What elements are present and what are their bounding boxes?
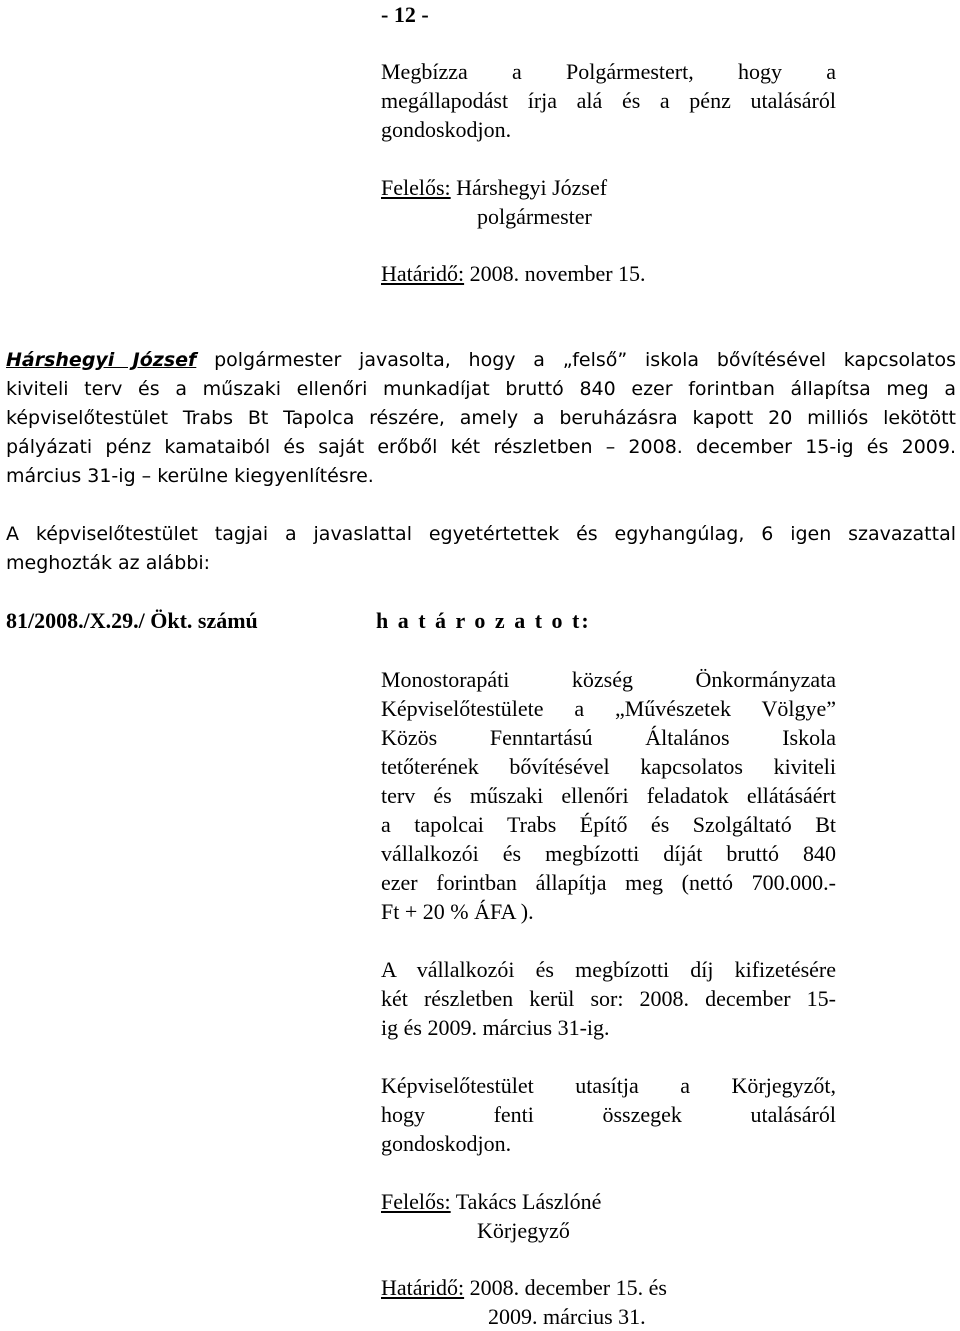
responsible-title: polgármester — [477, 204, 592, 229]
responsible-label: Felelős: — [381, 1189, 451, 1214]
resolution-paragraph-1 — [381, 665, 836, 926]
vote-paragraph — [6, 520, 956, 578]
resolution-heading: h a t á r o z a t o t: — [376, 608, 591, 633]
text-line: Képviselőtestülete a „Művészetek Völgye” — [381, 696, 836, 721]
proposal-paragraph — [6, 346, 956, 491]
text-line: A képviselőtestület tagjai a javaslattal egyetértettek és egyhangúlag, 6 igen szavazattal — [6, 523, 956, 545]
text-line: tetőterének bővítésével kapcsolatos kiviteli — [381, 754, 836, 779]
text-line: gondoskodjon. — [381, 1131, 512, 1156]
previous-deadline — [381, 259, 836, 288]
responsible-label: Felelős: — [381, 175, 451, 200]
text-line: Monostorapáti község Önkormányzata — [381, 667, 836, 692]
resolution-paragraph-3 — [381, 1071, 836, 1158]
deadline-value-2: 2009. március 31. — [488, 1304, 646, 1329]
text-line: Megbízza a Polgármestert, hogy a — [381, 59, 836, 84]
text-line: pályázati pénz kamataiból és saját erőből két részletben – 2008. december 15-ig és 2009. — [6, 436, 956, 458]
deadline-value: 2008. december 15. és — [464, 1275, 667, 1300]
text-line: két részletben kerül sor: 2008. december 15- — [381, 986, 836, 1011]
previous-resolution-text — [381, 57, 836, 144]
resolution-paragraph-2 — [381, 955, 836, 1042]
text-line: ig és 2009. március 31-ig. — [381, 1015, 610, 1040]
resolution-deadline — [381, 1273, 836, 1331]
deadline-line — [381, 1273, 836, 1302]
text-line: kiviteli terv és a műszaki ellenőri munkadíjat bruttó 840 ezer forintban állapítsa meg a — [6, 378, 956, 400]
text-line: a tapolcai Trabs Építő és Szolgáltató Bt — [381, 812, 836, 837]
responsible-title: Körjegyző — [477, 1218, 570, 1243]
proposer-name: Hárshegyi József — [6, 349, 197, 371]
deadline-line — [381, 259, 836, 288]
text-line: ezer forintban állapítja meg (nettó 700.000.- — [381, 870, 836, 895]
resolution-number: 81/2008./X.29./ Ökt. számú — [6, 608, 258, 633]
text-line: képviselőtestület Trabs Bt Tapolca részére, amely a beruházásra kapott 20 milliós lekötött — [6, 407, 956, 429]
text-line: megállapodást írja alá és a pénz utalásáról — [381, 88, 836, 113]
text-line: március 31-ig – kerülne kiegyenlítésre. — [6, 465, 374, 487]
text-line: Ft + 20 % ÁFA ). — [381, 899, 534, 924]
deadline-value: 2008. november 15. — [464, 261, 646, 286]
text-line: Hárshegyi József polgármester javasolta, hogy a „felső” iskola bővítésével kapcsolatos — [6, 349, 956, 371]
text-line: gondoskodjon. — [381, 117, 512, 142]
text-line: vállalkozói és megbízotti díját bruttó 840 — [381, 841, 836, 866]
responsible-line — [381, 173, 836, 202]
text-line: hogy fenti összegek utalásáról — [381, 1102, 836, 1127]
responsible-line — [381, 1187, 836, 1216]
text-line: terv és műszaki ellenőri feladatok ellátásáért — [381, 783, 836, 808]
deadline-label: Határidő: — [381, 1275, 465, 1300]
text-line: meghozták az alábbi: — [6, 552, 211, 574]
text-line: Képviselőtestület utasítja a Körjegyzőt, — [381, 1073, 836, 1098]
resolution-responsible — [381, 1187, 836, 1245]
responsible-name: Takács Lászlóné — [450, 1189, 602, 1214]
responsible-name: Hárshegyi József — [450, 175, 608, 200]
text-line: Közös Fenntartású Általános Iskola — [381, 725, 836, 750]
deadline-label: Határidő: — [381, 261, 465, 286]
previous-responsible — [381, 173, 836, 231]
text-line: A vállalkozói és megbízotti díj kifizetésére — [381, 957, 836, 982]
page-number: - 12 - — [381, 2, 429, 27]
